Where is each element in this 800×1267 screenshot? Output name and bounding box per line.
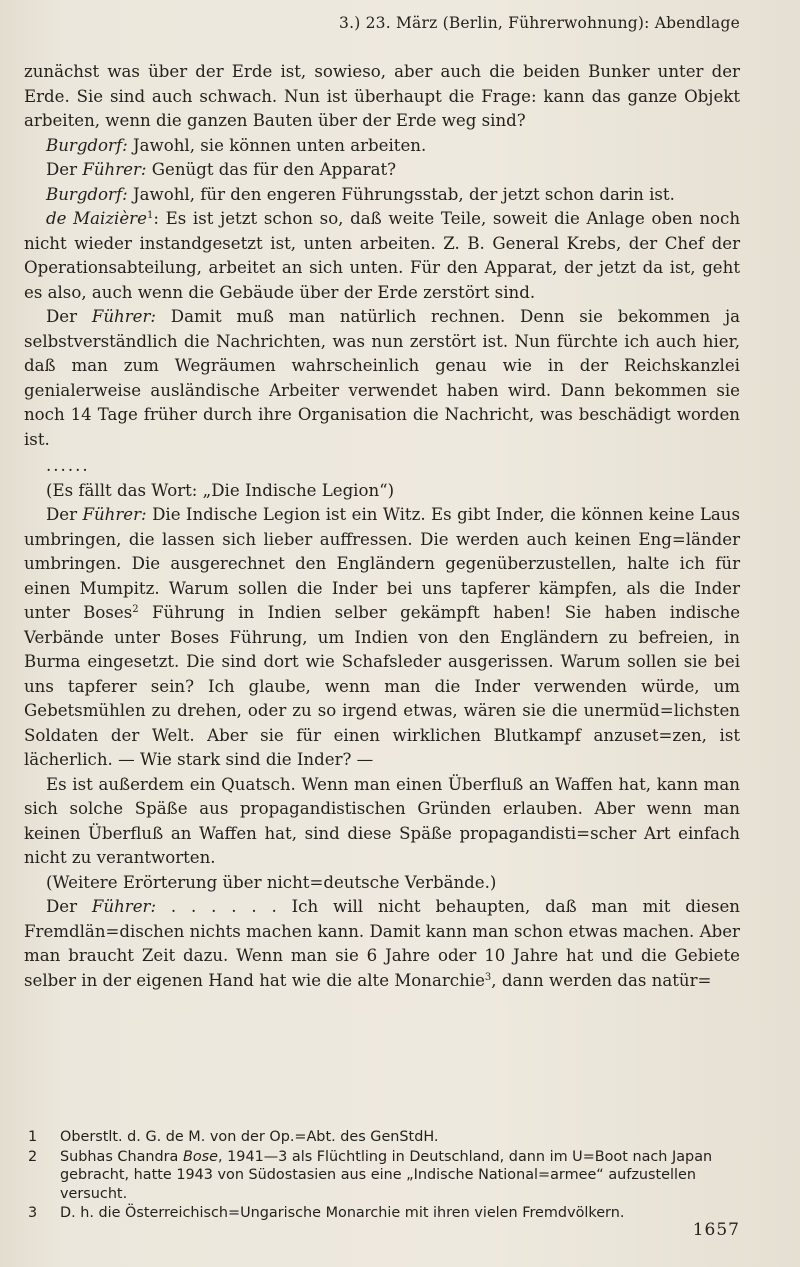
paragraph (24, 158, 740, 183)
footnote-number: 3 (28, 1205, 38, 1221)
speaker-label: Führer: (91, 307, 156, 326)
text-run: Damit muß man natürlich rechnen. Denn sie bekommen ja selbstverständlich die Nachrichten, was nun zerstört ist. Nun fürchte ich auch hier, daß man zum Wegräumen wahrscheinlich genau wie in der Reichskanzlei genialerweise ausländische Arbeiter verwendet haben wird. Dann bekommen sie noch 14 Tage früher durch ihre Organisation die Nachricht, was beschädigt worden ist. (24, 307, 740, 449)
text-run: D. h. die Österreichisch=Ungarische Monarchie mit ihren vielen Fremdvölkern. (60, 1205, 625, 1221)
page-number: 1657 (692, 1220, 740, 1240)
text-run: Die Indische Legion ist ein Witz. Es gibt Inder, die können keine Laus umbringen, die lassen sich lieber auffressen. Die werden auch keinen Eng=länder umbringen. Die ausgerechnet den Engländern gegenüberzustellen, halte ich für einen Mumpitz. Warum sollen die Inder bei uns tapferer kämpfen, als die Inder unter Boses (24, 505, 740, 622)
ellipsis-line (24, 454, 740, 479)
text-run: , 1941—3 als Flüchtling in Deutschland, dann im U=Boot nach Japan gebracht, hatte 1943 von Südostasien aus eine „Indische National=armee“ aufzustellen versucht. (60, 1148, 713, 1202)
paragraph (24, 207, 740, 305)
text-run: Der (46, 505, 83, 524)
footnote (24, 1204, 740, 1223)
speaker-label: Führer: (82, 160, 147, 179)
text-run: (Es fällt das Wort: „Die Indische Legion“) (46, 480, 395, 500)
footnote (24, 1128, 740, 1147)
footnote (24, 1148, 740, 1204)
text-run: Der (46, 307, 92, 326)
text-run: zunächst was über der Erde ist, sowieso, aber auch die beiden Bunker unter der Erde. Sie sind auch schwach. Nun ist überhaupt die Frage: kann das ganze Objekt arbeiten, wenn die ganzen Bauten über der Erde weg sind? (24, 62, 740, 130)
paragraph (24, 773, 740, 871)
paragraph (24, 479, 740, 504)
footnote-ref: 1 (146, 210, 154, 221)
speaker-label: Burgdorf: (46, 184, 128, 204)
footnote-ref: 2 (132, 604, 139, 615)
text-run: Genügt das für den Apparat? (146, 160, 397, 179)
paragraph (24, 503, 740, 773)
text-run: Oberstlt. d. G. de M. von der Op.=Abt. des GenStdH. (60, 1129, 439, 1145)
text-run: Führung in Indien selber gekämpft haben! Sie haben indische Verbände unter Boses Führung, um Indien von den Engländern zu befreien, in Burma eingesetzt. Die sind dort wie Schafsleder ausgerissen. Warum sollen sie bei uns tapferer sein? Ich glaube, wenn man die Inder verwenden würde, um Gebetsmühlen zu drehen, oder zu so irgend etwas, wären sie die unermüd=lichsten Soldaten der Welt. Aber sie für einen wirklichen Blutkampf anzuset=zen, ist lächerlich. — Wie stark sind die Inder? — (24, 603, 741, 769)
paragraph (24, 871, 740, 896)
text-run: (Weitere Erörterung über nicht=deutsche Verbände.) (46, 872, 497, 892)
text-run: ...... (46, 456, 90, 475)
footnotes (24, 1128, 740, 1223)
paragraph (24, 183, 740, 208)
footnote-number: 1 (28, 1129, 38, 1145)
text-run: Jawohl, sie können unten arbeiten. (127, 135, 427, 155)
paragraph (24, 134, 740, 159)
footnote-text (60, 1148, 740, 1204)
text-run: Subhas Chandra (60, 1148, 183, 1165)
text-run: Der (46, 160, 83, 179)
speaker-label: Führer: (82, 505, 147, 524)
paragraph (24, 60, 740, 134)
text-run: . . . . . . Ich will nicht behaupten, daß man mit diesen Fremdlän=dischen nichts machen kann. Damit kann man schon etwas machen. Aber man braucht Zeit dazu. Wenn man sie 6 Jahre oder 10 Jahre hat und die Gebiete selber in der eigenen Hand hat wie die alte Monarchie (24, 897, 740, 990)
speaker-label: Burgdorf: (46, 135, 128, 155)
speaker-label: Führer: (91, 897, 157, 916)
text-run: : Es ist jetzt schon so, daß weite Teile, soweit die Anlage oben noch nicht wieder instandgesetzt ist, unten arbeiten. Z. B. General Krebs, der Chef der Operationsabteilung, arbeitet an sich unten. Für den Apparat, der jetzt da ist, geht es also, auch wenn die Gebäude über der Erde zerstört sind. (24, 209, 741, 302)
text-run: Jawohl, für den engeren Führungsstab, der jetzt schon darin ist. (127, 184, 675, 204)
footnote-text (60, 1204, 740, 1223)
running-header: 3.) 23. März (Berlin, Führerwohnung): Abendlage (339, 14, 740, 32)
speaker-label: Bose (182, 1148, 218, 1165)
text-run: Der (46, 897, 92, 916)
text-run: , dann werden das natür= (491, 970, 712, 990)
footnote-ref: 3 (484, 971, 492, 983)
speaker-label: de Maizière (46, 209, 147, 228)
text-run: Es ist außerdem ein Quatsch. Wenn man einen Überfluß an Waffen hat, kann man sich solche Späße aus propagandistischen Gründen erlauben. Aber wenn man keinen Überfluß an Waffen hat, sind diese Späße propagandisti=scher Art einfach nicht zu verantworten. (24, 774, 740, 867)
paragraph (24, 895, 740, 993)
footnote-text (60, 1128, 740, 1147)
body-text (24, 60, 740, 993)
footnote-number: 2 (28, 1148, 38, 1165)
paragraph (24, 305, 740, 452)
